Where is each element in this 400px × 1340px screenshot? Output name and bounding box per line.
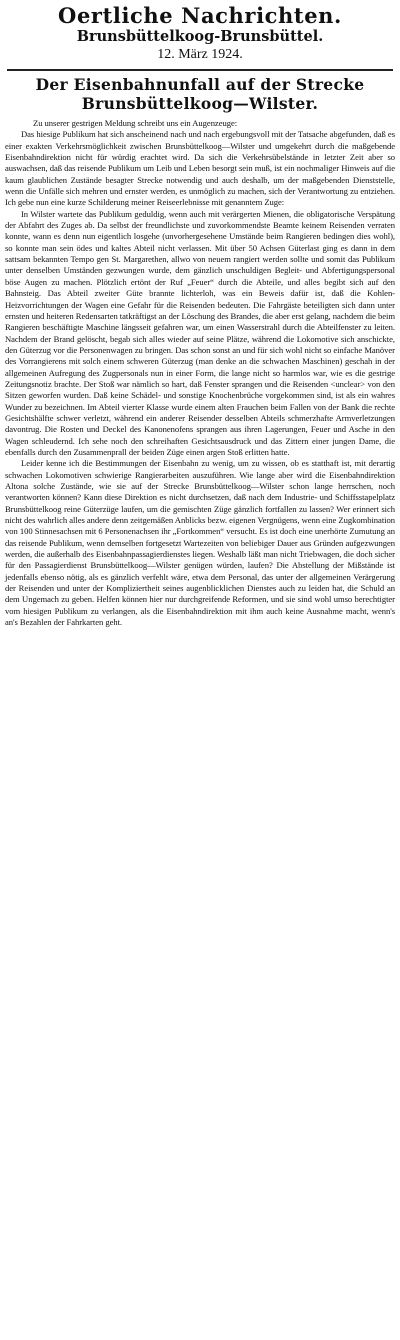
article-intro: Zu unserer gestrigen Meldung schreibt uns ein Augenzeuge: — [33, 118, 238, 128]
article-paragraph-2: In Wilster wartete das Publikum geduldig, wenn auch mit verärgerten Mienen, die obligatorische Verspätung der Abfahrt des Zuges ab. Da selbst der freundlichste und zuvorkommendste Beamte keinem Reisenden verraten konnte, wann es denn nun eigentlich losgehe (unvorhergesehene Umstände beim Rangieren bedingen dies wohl), so konnte man sein ödes und kaltes Abteil nicht verlassen. Mit über 50 Achsen Güterlast ging es dann in dem sattsam bekannten Tempo gen St. Margarethen, allwo von neuem rangiert werden sollte und somit das Publikum unter denselben Umständen gezwungen wurde, dem gänzlich unschuldigen Begleit- und Abfertigungspersonal böse Augen zu machen. Plötzlich ertönt der Ruf „Feuer“ durch die Abteile, und alles begibt sich auf den Bahnsteig. Das Abteil zweiter Güte brannte lichterloh, was ein Beweis dafür ist, daß die Kohlen-Heizvorrichtungen der Wagen eine Gefahr für die Reisenden bedeuten. Die Fahrgäste beteiligten sich dann unter ernsten und heiteren Redensarten tatkräftigst an der Löschung des Brandes, die aber erst gelang, nachdem die beim Rangieren beschäftigte Maschine längsseit gefahren war, um einen Wasserstrahl durch die Abteilfenster zu leiten. Nachdem der Brand gelöscht, begab sich alles wieder auf seine Plätze, während die Lokomotive sich anschickte, den Güterzug vor die Personenwagen zu bringen. Das schon sonst an und für sich wohl nicht so einfache Manöver des Vorrangierens mit solch einem schweren Güterzug (man denke an die schwachen Maschinen) geschah in der allgemeinen Aufregung des Zugpersonals nun in einer Form, die lange nicht so harmlos war, wie es die gestrige Zeitungsnotiz brachte. Der Stoß war nämlich so hart, daß Fenster sprangen und die Reisenden <unclear> von den Sitzen geworfen wurden. Daß keine Schädel- und sonstige Knochenbrüche vorgekommen sind, ist als ein wahres Wunder zu bezeichnen. Im Abteil vierter Klasse wurde einem alten Frauchen beim Fallen von der Bank die rechte Gesichtshälfte schwer verletzt, während ein anderer Reisender desselben Abteils schmerzhafte Armverletzungen davontrug. Die Rosten und Deckel des Kanonenofens sprangen aus ihren Lagerungen, Feuer und Asche in den Wagen schleudernd. Ich sehe noch den schreihaften Gesichtsausdruck und das Zittern einer jungen Dame, die ebenfalls durch den Zusammenprall der beiden Züge einen argen Stoß erlitten hatte. — [5, 208, 395, 457]
article-paragraph-3: Leider kenne ich die Bestimmungen der Eisenbahn zu wenig, um zu wissen, ob es statthaft ist, mit derartig schwachen Lokomotiven schwierige Rangierarbeiten auszuführen. Wie lange aber wird die Eisenbahndirektion Altona solche Zustände, wie sie auf der Strecke Brunsbüttelkoog—Wilster schon lange herrschen, noch verantworten können? Kann diese Direktion es nicht durchsetzen, daß nach dem Industrie- und Schiffsstapelplatz Brunsbüttelkoog reine Güterzüge laufen, um die gemischten Züge gänzlich fortfallen zu lassen? Wer erinnert sich nicht des wahrlich alles andere denn zeitgemäßen Anblicks bezw. eigenen Vergnügens, wenn eine Zugkombination von 100 Stinnesachsen mit 6 Personenachsen ihr „Fortkommen“ versucht. Es ist doch eine unerhörte Zumutung an das reisende Publikum, wenn demselben fortgesetzt Wartezeiten von beliebiger Dauer aus Gründen aufgezwungen werden, die außerhalb des Eisenbahnpassagierdienstes liegen. Weshalb läßt man nicht Triebwagen, die doch sicher für den Passagierdienst Brunsbüttelkoog—Wilster genügen würden, laufen? Die Abstellung der Mißstände ist jedenfalls ebenso nötig, als es gänzlich verfehlt wäre, etwa dem Personal, das unter der allgemeinen Verärgerung der Reisenden und unter der Kompliziertheit seines augenblicklichen Dienstes auch zu leiden hat, die Schuld an dem Ungemach zu geben. Helfen können hier nur durchgreifende Reformen, und sie sind wohl umso berechtigter vom hiesigen Publikum zu verlangen, als die Eisenbahndirektion mit ihm auch keine Ausnahme macht, wenn's an's Bezahlen der Fahrkarten geht. — [5, 458, 395, 628]
issue-date: 12. März 1924. — [157, 47, 243, 62]
article-headline — [5, 75, 395, 113]
article-body — [5, 118, 395, 628]
article-paragraph-1: Das hiesige Publikum hat sich anscheinend nach und nach ergebungsvoll mit der Tatsache abgefunden, daß es einer exakten Verkehrsmöglichkeit zwischen Brunsbüttelkoog—Wilster und umgekehrt durch die maßgebende Eisenbahndirektion nicht für würdig erachtet wird. Da sich die Verkehrsübelstände in letzter Zeit aber so auswachsen, daß das reisende Publikum um Leib und Leben besorgt sein muß, ist ein nochmaliger Hinweis auf die kaum glaublichen Zustände besagter Strecke notwendig und auch deshalb, um der maßgebenden Dienststelle, wenn die Unfälle sich mehren und ernster werden, es unmöglich zu machen, sich der Verantwortung zu entziehen. Ich gebe nun eine kurze Schilderung meiner Reiseerlebnisse mit genanntem Zuge: — [5, 129, 395, 208]
section-divider — [7, 69, 393, 71]
headline-line-2: Brunsbüttelkoog—Wilster. — [81, 94, 319, 113]
headline-line-1: Der Eisenbahnunfall auf der Strecke — [35, 75, 365, 94]
section-title: Oertliche Nachrichten. — [58, 3, 342, 28]
section-subtitle: Brunsbüttelkoog-Brunsbüttel. — [76, 28, 324, 45]
